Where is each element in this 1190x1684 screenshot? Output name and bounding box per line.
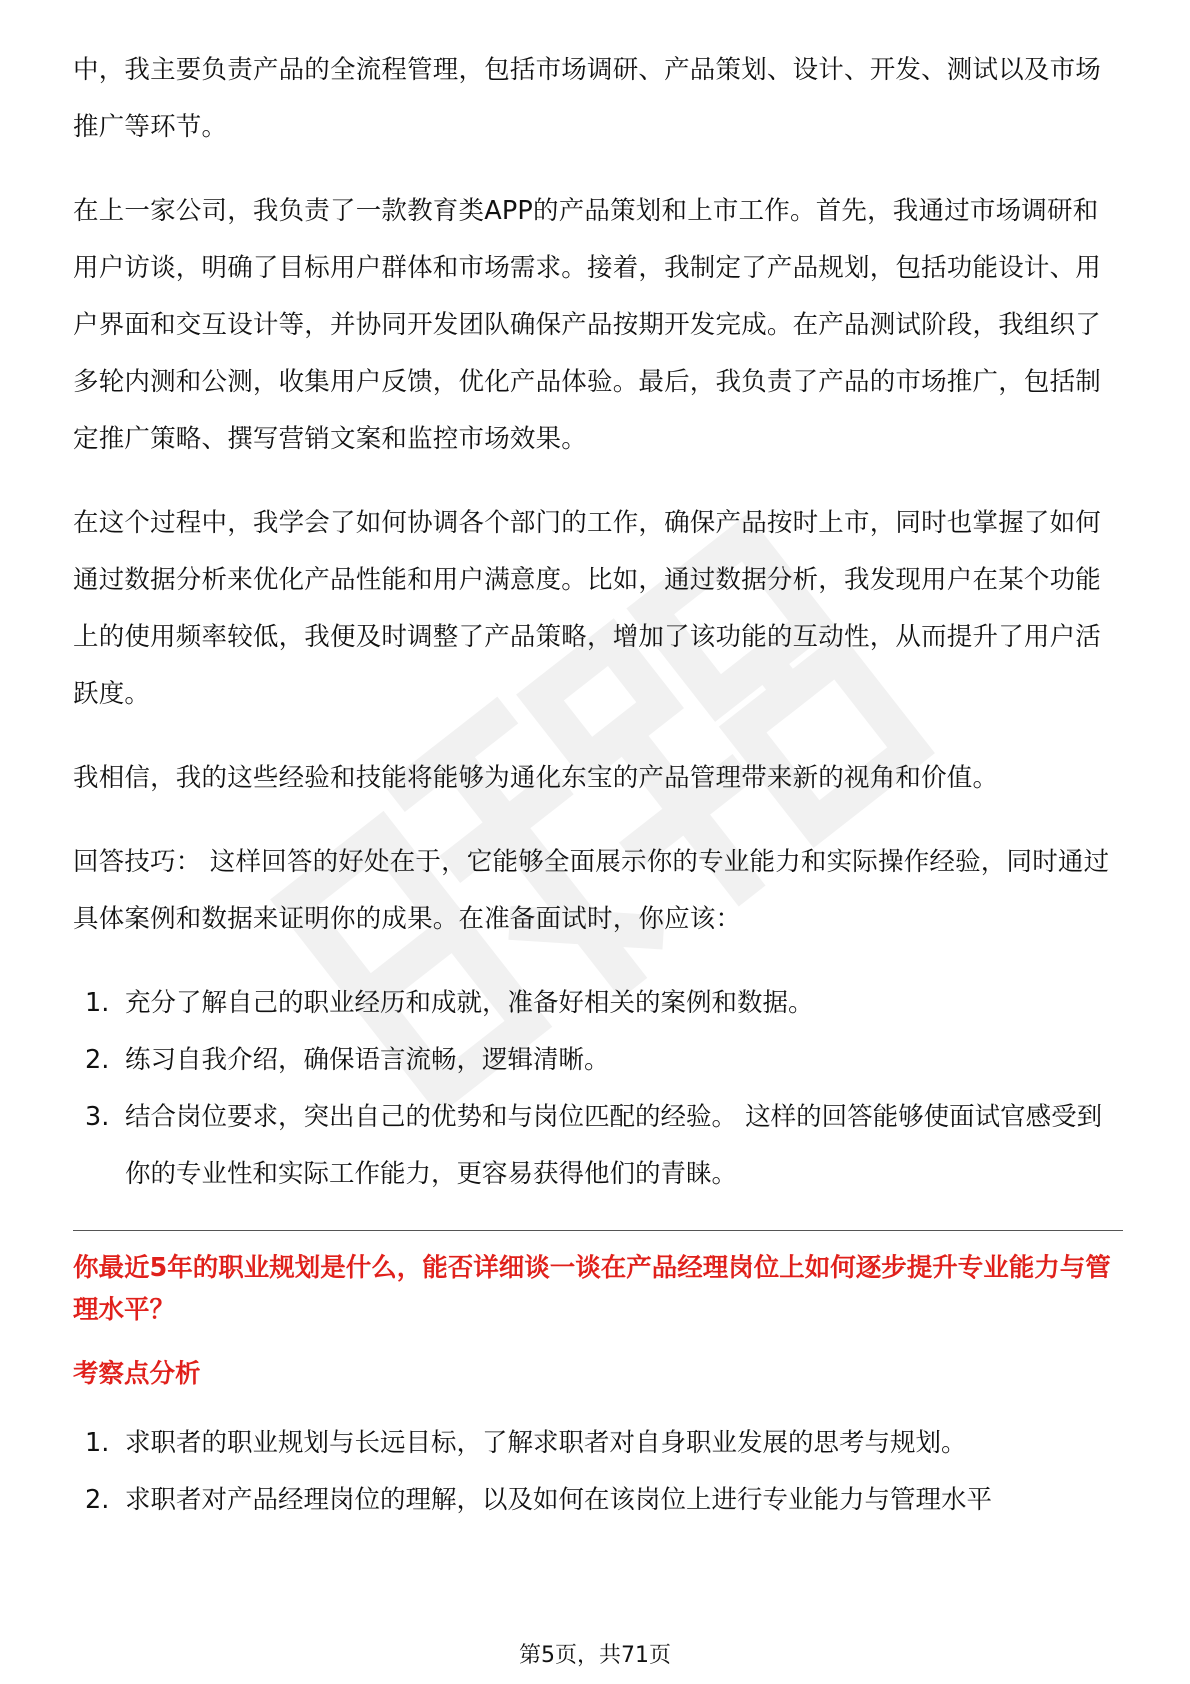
analysis-list — [73, 1415, 1123, 1529]
tips-list — [73, 975, 1123, 1203]
analysis-heading: 考察点分析 — [73, 1359, 201, 1389]
list-text: 练习自我介绍，确保语言流畅，逻辑清晰。 — [125, 1045, 610, 1075]
page-footer: 第5页，共71页 — [519, 1643, 671, 1668]
list-number: 2. — [85, 1485, 110, 1515]
list-number: 1. — [85, 988, 110, 1018]
list-number: 3. — [85, 1102, 110, 1132]
paragraph-answer-tips: 回答技巧： 这样回答的好处在于，它能够全面展示你的专业能力和实际操作经验，同时通过具体案例和数据来证明你的成果。在准备面试时，你应该： — [73, 847, 1110, 934]
list-item — [73, 1089, 1123, 1203]
list-item — [73, 1032, 1123, 1089]
list-number: 1. — [85, 1428, 110, 1458]
list-number: 2. — [85, 1045, 110, 1075]
paragraph-belief: 我相信，我的这些经验和技能将能够为通化东宝的产品管理带来新的视角和价值。 — [73, 763, 999, 793]
paragraph-intro-continued: 中，我主要负责产品的全流程管理，包括市场调研、产品策划、设计、开发、测试以及市场推广等环节。 — [73, 55, 1102, 142]
list-text: 求职者对产品经理岗位的理解，以及如何在该岗位上进行专业能力与管理水平 — [125, 1485, 993, 1515]
paragraph-process-learning: 在这个过程中，我学会了如何协调各个部门的工作，确保产品按时上市，同时也掌握了如何通过数据分析来优化产品性能和用户满意度。比如，通过数据分析，我发现用户在某个功能上的使用频率较低，我便及时调整了产品策略，增加了该功能的互动性，从而提升了用户活跃度。 — [73, 508, 1102, 709]
paragraph-education-app: 在上一家公司，我负责了一款教育类APP的产品策划和上市工作。首先，我通过市场调研和用户访谈，明确了目标用户群体和市场需求。接着，我制定了产品规划，包括功能设计、用户界面和交互设计等，并协同开发团队确保产品按期开发完成。在产品测试阶段，我组织了多轮内测和公测，收集用户反馈，优化产品体验。最后，我负责了产品的市场推广，包括制定推广策略、撰写营销文案和监控市场效果。 — [73, 196, 1102, 454]
list-text: 结合岗位要求，突出自己的优势和与岗位匹配的经验。 这样的回答能够使面试官感受到你的专业性和实际工作能力，更容易获得他们的青睐。 — [125, 1102, 1103, 1189]
interview-question: 你最近5年的职业规划是什么，能否详细谈一谈在产品经理岗位上如何逐步提升专业能力与管理水平？ — [73, 1253, 1111, 1325]
main-content — [73, 42, 1123, 1556]
section-divider — [73, 1230, 1123, 1231]
list-item — [73, 1472, 1123, 1529]
list-text: 充分了解自己的职业经历和成就，准备好相关的案例和数据。 — [125, 988, 814, 1018]
list-item — [73, 1415, 1123, 1472]
list-item — [73, 975, 1123, 1032]
list-text: 求职者的职业规划与长远目标，了解求职者对自身职业发展的思考与规划。 — [125, 1428, 967, 1458]
